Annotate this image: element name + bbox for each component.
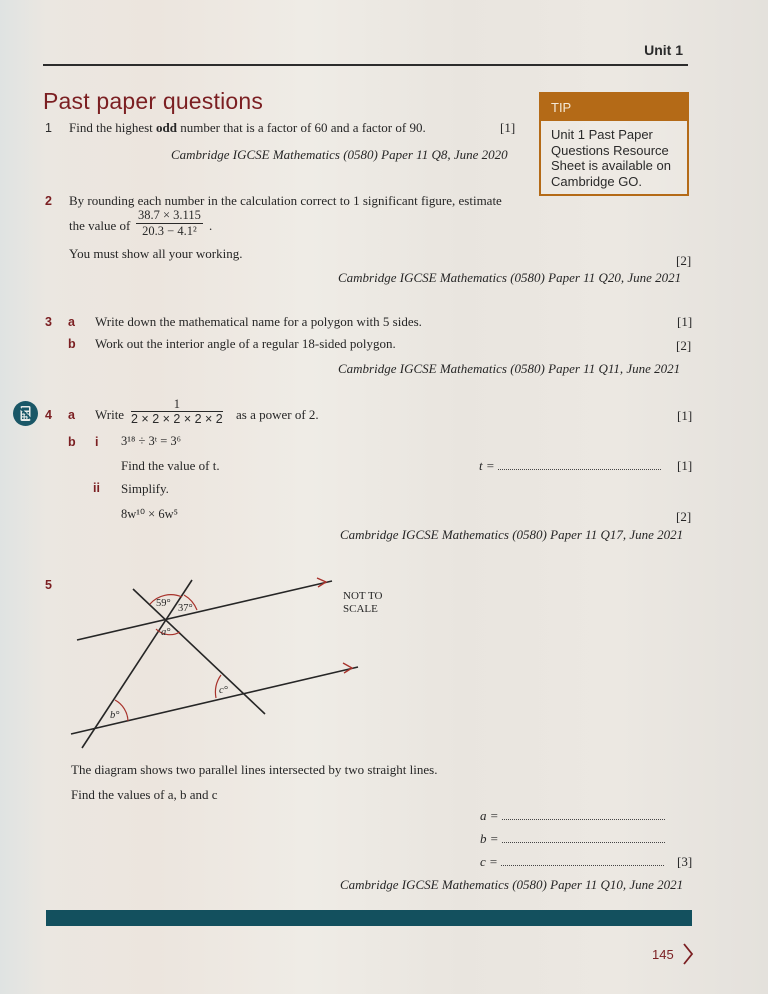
question-3a-text: Write down the mathematical name for a polygon with 5 sides. <box>95 314 422 329</box>
tip-box <box>539 92 689 196</box>
question-number: 5 <box>45 578 52 592</box>
answer-label: b = <box>480 831 499 846</box>
text: Find the highest <box>69 120 157 135</box>
question-number: 2 <box>45 194 52 208</box>
marks: [2] <box>676 253 692 268</box>
question-5-instruction: Find the values of a, b and c <box>71 787 218 802</box>
tip-header: TIP <box>541 94 687 121</box>
chevron-right-icon <box>682 942 694 966</box>
answer-c[interactable] <box>480 854 664 870</box>
marks: [2] <box>676 338 692 353</box>
source-citation: Cambridge IGCSE Mathematics (0580) Paper 11 Q11, June 2021 <box>338 361 681 376</box>
question-number: 4 <box>45 408 52 422</box>
page-number: 145 <box>652 947 674 962</box>
tip-line: Sheet is available on <box>551 158 671 173</box>
write-label: Write <box>95 407 125 422</box>
text: SCALE <box>343 603 378 615</box>
marks: [3] <box>677 854 693 869</box>
index-equation: 3¹⁸ ÷ 3ᵗ = 3⁶ <box>121 434 182 448</box>
marks: [1] <box>677 458 693 473</box>
text: number that is a factor of 60 and a factor of 90. <box>177 120 426 135</box>
page-title: Past paper questions <box>43 88 264 114</box>
question-1-text <box>69 120 426 136</box>
angle-a-label: a° <box>161 627 171 638</box>
tip-body <box>541 121 687 189</box>
denominator: 2 × 2 × 2 × 2 × 2 <box>131 412 223 426</box>
answer-dotted-line[interactable] <box>498 460 661 470</box>
emphasis-odd: odd <box>156 120 177 135</box>
not-to-scale-label <box>343 590 382 616</box>
source-citation: Cambridge IGCSE Mathematics (0580) Paper 11 Q20, June 2021 <box>338 270 682 285</box>
question-3b-text: Work out the interior angle of a regular 18-sided polygon. <box>95 336 396 351</box>
angle-b-label: b° <box>110 710 120 721</box>
part-label: a <box>68 408 75 422</box>
answer-b[interactable] <box>480 831 665 847</box>
tip-line: Questions Resource <box>551 142 669 158</box>
answer-dotted-line[interactable] <box>502 810 665 820</box>
source-citation: Cambridge IGCSE Mathematics (0580) Paper 11 Q8, June 2020 <box>171 147 508 162</box>
subpart-label: ii <box>93 481 100 495</box>
part-label: b <box>68 337 76 351</box>
question-number: 1 <box>45 121 52 135</box>
period: . <box>209 218 213 233</box>
simplify-text: Simplify. <box>121 481 169 496</box>
source-citation: Cambridge IGCSE Mathematics (0580) Paper 11 Q10, June 2021 <box>340 877 684 892</box>
footer-bar <box>46 910 692 926</box>
power-fraction <box>131 398 223 426</box>
calculation-fraction <box>136 209 203 238</box>
part-label: b <box>68 435 76 449</box>
angle-37-label: 37° <box>178 603 193 614</box>
marks: [2] <box>676 509 692 524</box>
marks: [1] <box>677 314 693 329</box>
working-instruction: You must show all your working. <box>69 246 243 261</box>
answer-dotted-line[interactable] <box>501 856 664 866</box>
answer-label: c = <box>480 854 498 869</box>
subpart-label: i <box>95 435 99 449</box>
angle-59-label: 59° <box>156 598 171 609</box>
unit-label: Unit 1 <box>644 42 683 58</box>
tip-line: Unit 1 Past Paper <box>551 127 653 142</box>
answer-label: t = <box>479 458 495 473</box>
numerator: 1 <box>173 397 180 411</box>
denominator: 20.3 − 4.1² <box>142 224 197 238</box>
numerator: 38.7 × 3.115 <box>138 208 201 222</box>
answer-a[interactable] <box>480 808 665 824</box>
non-calculator-icon <box>13 401 38 426</box>
source-citation: Cambridge IGCSE Mathematics (0580) Paper 11 Q17, June 2021 <box>340 527 684 542</box>
value-of-label: the value of <box>69 218 131 233</box>
find-t-text: Find the value of t. <box>121 458 220 473</box>
simplify-expression: 8w¹⁰ × 6w⁵ <box>121 507 178 521</box>
marks: [1] <box>500 120 516 135</box>
question-number: 3 <box>45 315 52 329</box>
answer-dotted-line[interactable] <box>502 833 665 843</box>
answer-t[interactable] <box>479 458 661 474</box>
question-5-description: The diagram shows two parallel lines intersected by two straight lines. <box>71 762 438 777</box>
answer-label: a = <box>480 808 499 823</box>
question-2-text: By rounding each number in the calculation correct to 1 significant figure, estimate <box>69 193 502 208</box>
as-power-text: as a power of 2. <box>236 407 319 422</box>
header-rule <box>43 64 688 66</box>
tip-line: Cambridge GO. <box>551 173 643 189</box>
marks: [1] <box>677 408 693 423</box>
part-label: a <box>68 315 75 329</box>
text: NOT TO <box>343 590 383 602</box>
angle-c-label: c° <box>219 685 228 696</box>
